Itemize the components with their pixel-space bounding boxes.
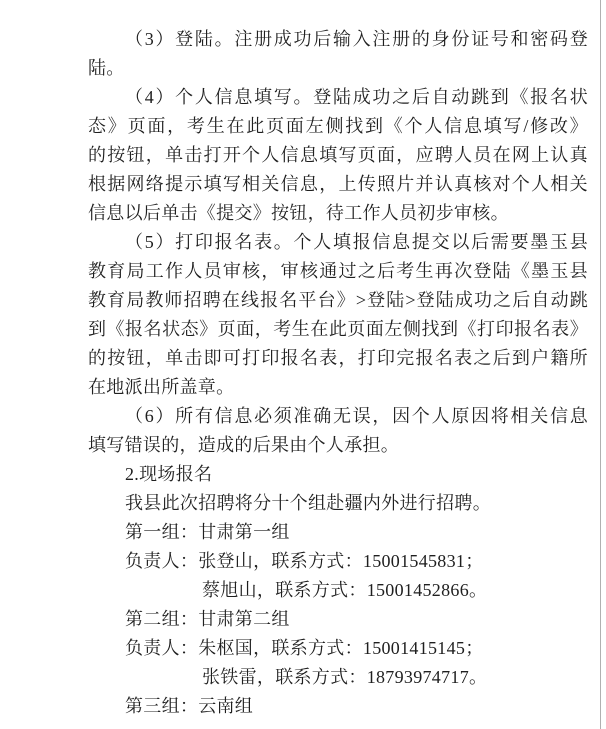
text-line: 教育局教师招聘在线报名平台》>登陆>登陆成功之后自动跳 — [88, 290, 588, 310]
text-line: 蔡旭山，联系方式：15001452866。 — [202, 580, 488, 600]
text-line: 第一组：甘肃第一组 — [125, 522, 290, 542]
page-right-border — [600, 0, 601, 729]
text-line: 的按钮，单击即可打印报名表，打印完报名表之后到户籍所 — [88, 348, 588, 368]
text-line: 陆。 — [88, 58, 125, 78]
text-line: 态》页面，考生在此页面左侧找到《个人信息填写/修改》 — [88, 116, 588, 136]
text-line: 填写错误的，造成的后果由个人承担。 — [88, 435, 400, 455]
text-line: 的按钮，单击打开个人信息填写页面，应聘人员在网上认真 — [88, 145, 588, 165]
text-line: 信息以后单击《提交》按钮，待工作人员初步审核。 — [88, 203, 509, 223]
text-line: （5）打印报名表。个人填报信息提交以后需要墨玉县 — [125, 232, 588, 252]
text-line: （6）所有信息必须准确无误，因个人原因将相关信息 — [125, 406, 588, 426]
text-line: 第三组：云南组 — [125, 696, 254, 716]
text-line: 教育局工作人员审核，审核通过之后考生再次登陆《墨玉县 — [88, 261, 588, 281]
text-line: 张铁雷，联系方式：18793974717。 — [202, 667, 488, 687]
text-line: 第二组：甘肃第二组 — [125, 609, 290, 629]
text-line: 我县此次招聘将分十个组赴疆内外进行招聘。 — [125, 493, 491, 513]
text-line: 负责人：朱枢国，联系方式：15001415145； — [125, 638, 484, 658]
text-line: （4）个人信息填写。登陆成功之后自动跳到《报名状 — [125, 87, 588, 107]
text-line: 根据网络提示填写相关信息，上传照片并认真核对个人相关 — [88, 174, 588, 194]
text-line: 2.现场报名 — [125, 464, 213, 484]
text-line: （3）登陆。注册成功后输入注册的身份证号和密码登 — [125, 29, 588, 49]
text-block — [88, 25, 588, 721]
text-line: 负责人：张登山，联系方式：15001545831； — [125, 551, 484, 571]
text-line: 在地派出所盖章。 — [88, 377, 235, 397]
text-line: 到《报名状态》页面，考生在此页面左侧找到《打印报名表》 — [88, 319, 588, 339]
